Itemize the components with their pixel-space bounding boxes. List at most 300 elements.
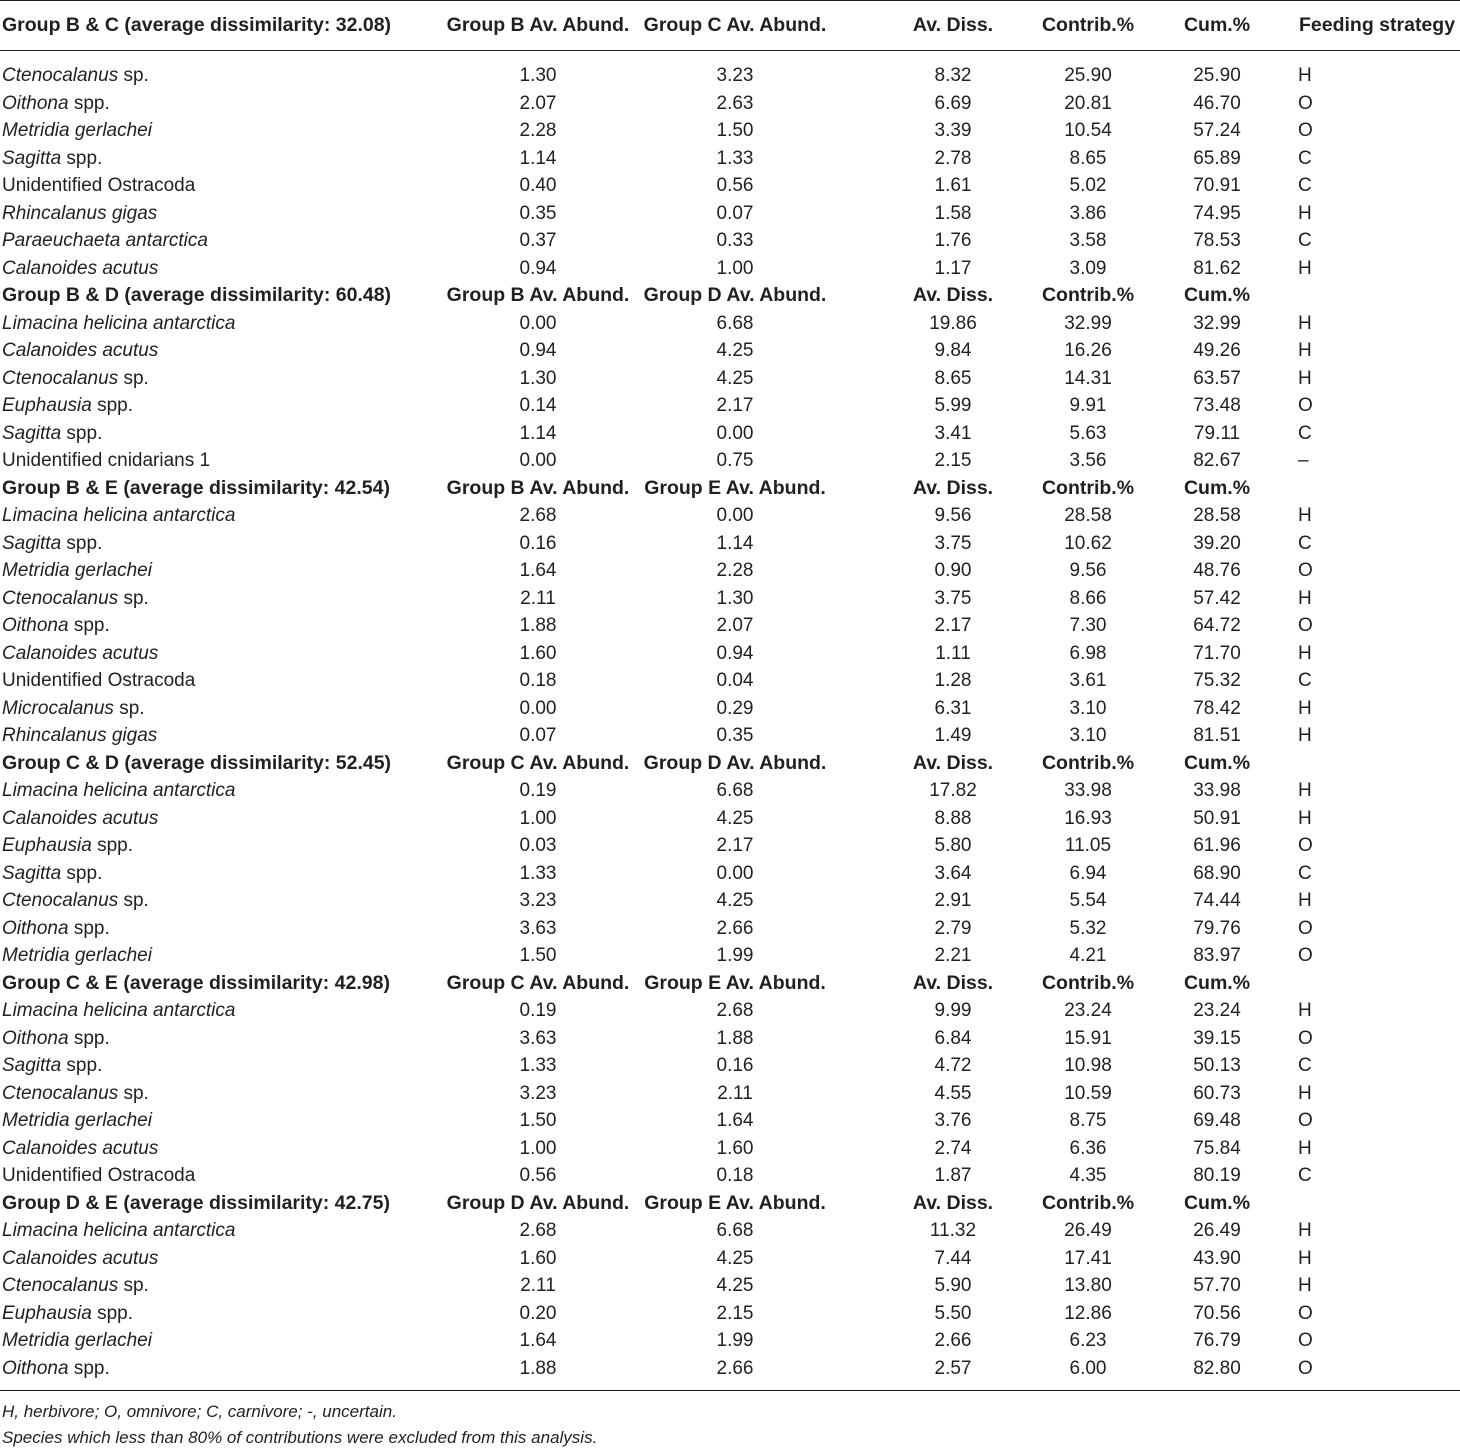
av-diss-value: 1.17	[934, 257, 972, 279]
second-group-abundance: 1.99	[716, 1330, 754, 1351]
species-name	[2, 667, 195, 695]
table-row	[0, 1245, 1460, 1273]
group-comparison-label: Group C & E (average dissimilarity: 42.98)	[2, 971, 390, 994]
species-name	[2, 805, 158, 833]
species-name	[2, 420, 102, 448]
feeding-strategy-value: O	[1298, 1330, 1313, 1351]
species-suffix: sp.	[118, 1275, 149, 1296]
species-name	[2, 1327, 152, 1355]
species-italic-name: Oithona	[2, 917, 69, 939]
column-header-cum: Cum.%	[1183, 971, 1251, 994]
first-group-abundance: 1.64	[519, 1330, 557, 1351]
contrib-value: 3.10	[1069, 697, 1107, 719]
species-name	[2, 997, 235, 1025]
species-suffix: spp.	[61, 1055, 103, 1076]
contrib-value: 7.30	[1069, 615, 1107, 636]
cum-value: 57.70	[1193, 1275, 1241, 1296]
cum-value: 79.11	[1193, 422, 1241, 444]
cum-value: 74.95	[1193, 202, 1241, 224]
species-italic-name: Metridia gerlachei	[2, 945, 152, 966]
second-group-abundance: 0.29	[716, 697, 754, 719]
table-row	[0, 640, 1460, 668]
contrib-value: 10.98	[1064, 1055, 1112, 1076]
first-group-abundance: 1.30	[519, 65, 557, 86]
feeding-strategy-value: O	[1298, 917, 1313, 939]
table-row	[0, 310, 1460, 338]
contrib-value: 10.62	[1064, 532, 1112, 554]
second-group-abundance: 0.00	[716, 422, 754, 444]
av-diss-value: 2.15	[934, 450, 972, 471]
table-row	[0, 1080, 1460, 1108]
species-italic-name: Calanoides acutus	[2, 257, 159, 279]
feeding-strategy-value: H	[1298, 587, 1312, 609]
first-group-abundance: 0.94	[519, 340, 557, 361]
cum-value: 33.98	[1193, 780, 1241, 801]
group-header-row	[0, 970, 1460, 998]
species-name	[2, 90, 110, 118]
table-row	[0, 1135, 1460, 1163]
first-group-abundance: 0.00	[519, 312, 557, 334]
contrib-value: 16.93	[1064, 807, 1112, 829]
cum-value: 28.58	[1193, 505, 1241, 526]
species-italic-name: Calanoides acutus	[2, 1137, 159, 1159]
feeding-strategy-value: H	[1298, 257, 1312, 279]
species-italic-name: Oithona	[2, 1027, 69, 1049]
species-name	[2, 777, 235, 805]
cum-value: 70.56	[1193, 1302, 1241, 1324]
table-row	[0, 585, 1460, 613]
species-name	[2, 447, 210, 475]
second-group-abundance: 4.25	[716, 1275, 754, 1296]
column-header-contrib: Contrib.%	[1041, 751, 1135, 774]
av-diss-value: 17.82	[929, 780, 977, 801]
cum-value: 50.13	[1193, 1055, 1241, 1076]
feeding-strategy-value: O	[1298, 92, 1313, 114]
table-top-rule	[0, 0, 1460, 1]
first-group-abundance: 2.11	[520, 587, 556, 609]
cum-value: 82.80	[1193, 1357, 1241, 1379]
table-row	[0, 1355, 1460, 1383]
contrib-value: 8.66	[1069, 587, 1107, 609]
av-diss-value: 2.78	[934, 147, 972, 169]
column-header-second-group-abundance: Group D Av. Abund.	[643, 284, 827, 306]
contrib-value: 8.75	[1069, 1110, 1107, 1131]
contrib-value: 6.98	[1069, 642, 1107, 664]
column-header-contrib: Contrib.%	[1041, 971, 1135, 994]
cum-value: 70.91	[1193, 175, 1241, 196]
table-row	[0, 1107, 1460, 1135]
second-group-abundance: 0.75	[716, 450, 754, 471]
table-row	[0, 997, 1460, 1025]
contrib-value: 20.81	[1064, 92, 1112, 114]
first-group-abundance: 3.63	[519, 1027, 557, 1049]
second-group-abundance: 6.68	[716, 312, 754, 334]
table-row	[0, 172, 1460, 200]
second-group-abundance: 2.28	[716, 560, 754, 581]
contrib-value: 3.10	[1069, 725, 1107, 746]
av-diss-value: 11.32	[929, 1220, 977, 1241]
contrib-value: 23.24	[1064, 1000, 1112, 1021]
table-row	[0, 612, 1460, 640]
first-group-abundance: 1.30	[519, 367, 557, 389]
species-italic-name: Sagitta	[2, 147, 62, 169]
first-group-abundance: 0.20	[519, 1302, 557, 1324]
species-suffix: Unidentified Ostracoda	[2, 175, 196, 196]
species-italic-name: Metridia gerlachei	[2, 1110, 152, 1131]
species-italic-name: Limacina helicina antarctica	[2, 1220, 236, 1241]
feeding-strategy-value: O	[1298, 945, 1313, 966]
av-diss-value: 1.11	[935, 642, 971, 664]
first-group-abundance: 1.00	[519, 807, 557, 829]
species-italic-name: Rhincalanus gigas	[2, 725, 158, 746]
table-row	[0, 1052, 1460, 1080]
cum-value: 25.90	[1193, 65, 1241, 86]
species-name	[2, 585, 149, 613]
av-diss-value: 1.87	[934, 1165, 972, 1186]
column-header-av-diss: Av. Diss.	[912, 284, 994, 306]
species-italic-name: Sagitta	[2, 532, 62, 554]
first-group-abundance: 3.23	[519, 890, 557, 911]
contrib-value: 10.54	[1064, 120, 1112, 141]
second-group-abundance: 4.25	[716, 1247, 754, 1269]
feeding-strategy-value: O	[1298, 560, 1313, 581]
column-header-cum: Cum.%	[1183, 1191, 1251, 1214]
group-comparison-label: Group C & D (average dissimilarity: 52.45)	[2, 751, 392, 774]
species-name	[2, 612, 110, 640]
first-group-abundance: 0.94	[519, 257, 557, 279]
species-suffix: spp.	[68, 92, 110, 114]
second-group-abundance: 1.30	[716, 587, 754, 609]
contrib-value: 10.59	[1064, 1082, 1112, 1104]
av-diss-value: 6.31	[934, 697, 972, 719]
feeding-strategy-value: H	[1298, 807, 1312, 829]
first-group-abundance: 0.37	[519, 230, 557, 251]
species-suffix: sp.	[118, 890, 149, 911]
species-name	[2, 1272, 149, 1300]
cum-value: 49.26	[1193, 340, 1241, 361]
second-group-abundance: 2.66	[716, 1357, 754, 1379]
first-group-abundance: 2.28	[519, 120, 557, 141]
av-diss-value: 7.44	[934, 1247, 972, 1269]
column-header-contrib: Contrib.%	[1041, 1191, 1135, 1214]
first-group-abundance: 0.19	[519, 780, 557, 801]
cum-value: 74.44	[1193, 890, 1241, 911]
av-diss-value: 2.79	[934, 917, 972, 939]
first-group-abundance: 1.50	[519, 945, 557, 966]
cum-value: 82.67	[1193, 450, 1241, 471]
table-row	[0, 62, 1460, 90]
species-suffix: spp.	[68, 1357, 110, 1379]
column-header-contrib: Contrib.%	[1041, 284, 1135, 306]
table-row	[0, 832, 1460, 860]
av-diss-value: 2.57	[934, 1357, 972, 1379]
second-group-abundance: 1.14	[716, 532, 754, 554]
species-name	[2, 722, 157, 750]
cum-value: 64.72	[1193, 615, 1241, 636]
species-suffix: Unidentified cnidarians 1	[2, 450, 211, 471]
second-group-abundance: 2.66	[716, 917, 754, 939]
second-group-abundance: 0.33	[716, 230, 754, 251]
table-row	[0, 200, 1460, 228]
contrib-value: 6.94	[1069, 862, 1107, 884]
table-row	[0, 255, 1460, 283]
species-italic-name: Calanoides acutus	[2, 1247, 159, 1269]
table-row	[0, 667, 1460, 695]
contrib-value: 3.09	[1069, 257, 1107, 279]
contrib-value: 16.26	[1064, 340, 1112, 361]
first-group-abundance: 0.40	[519, 175, 557, 196]
second-group-abundance: 4.25	[716, 340, 754, 361]
contrib-value: 3.56	[1069, 450, 1107, 471]
species-italic-name: Limacina helicina antarctica	[2, 780, 236, 801]
av-diss-value: 2.91	[934, 890, 972, 911]
av-diss-value: 4.72	[934, 1055, 972, 1076]
species-italic-name: Rhincalanus gigas	[2, 202, 158, 224]
column-header-first-group-abundance: Group B Av. Abund.	[446, 14, 630, 36]
av-diss-value: 9.56	[934, 505, 972, 526]
table-row	[0, 392, 1460, 420]
second-group-abundance: 6.68	[716, 780, 754, 801]
contrib-value: 4.21	[1069, 945, 1107, 966]
av-diss-value: 1.58	[934, 202, 972, 224]
av-diss-value: 3.39	[934, 120, 972, 141]
group-header-row	[0, 12, 1460, 40]
av-diss-value: 3.76	[934, 1110, 972, 1131]
contrib-value: 11.05	[1064, 835, 1112, 856]
species-italic-name: Calanoides acutus	[2, 807, 159, 829]
feeding-strategy-value: O	[1298, 835, 1313, 856]
first-group-abundance: 1.00	[519, 1137, 557, 1159]
contrib-value: 6.00	[1069, 1357, 1107, 1379]
group-header-row	[0, 475, 1460, 503]
table-row	[0, 337, 1460, 365]
table-row	[0, 777, 1460, 805]
table-row	[0, 365, 1460, 393]
column-header-cum: Cum.%	[1183, 476, 1251, 499]
column-header-av-diss: Av. Diss.	[912, 751, 994, 774]
species-name	[2, 1245, 158, 1273]
feeding-strategy-value: O	[1298, 1302, 1313, 1324]
feeding-strategy-value: H	[1298, 1082, 1312, 1104]
second-group-abundance: 1.00	[716, 257, 754, 279]
first-group-abundance: 2.07	[519, 92, 557, 114]
column-header-cum: Cum.%	[1183, 284, 1251, 306]
contrib-value: 3.61	[1069, 670, 1107, 691]
column-header-first-group-abundance: Group B Av. Abund.	[446, 284, 630, 306]
contrib-value: 5.32	[1069, 917, 1107, 939]
column-header-contrib: Contrib.%	[1041, 14, 1135, 36]
first-group-abundance: 1.64	[519, 560, 557, 581]
species-name	[2, 1300, 133, 1328]
species-suffix: spp.	[91, 1302, 133, 1324]
cum-value: 69.48	[1193, 1110, 1241, 1131]
second-group-abundance: 0.04	[716, 670, 754, 691]
first-group-abundance: 2.68	[519, 1220, 557, 1241]
species-name	[2, 1355, 110, 1383]
av-diss-value: 2.74	[934, 1137, 972, 1159]
species-suffix: spp.	[61, 422, 103, 444]
cum-value: 39.20	[1193, 532, 1241, 554]
table-row	[0, 1300, 1460, 1328]
feeding-strategy-value: H	[1298, 1000, 1312, 1021]
group-comparison-label: Group D & E (average dissimilarity: 42.75)	[2, 1191, 390, 1214]
cum-value: 76.79	[1193, 1330, 1241, 1351]
contrib-value: 5.02	[1069, 175, 1107, 196]
species-italic-name: Metridia gerlachei	[2, 560, 152, 581]
second-group-abundance: 2.15	[716, 1302, 754, 1324]
species-italic-name: Metridia gerlachei	[2, 1330, 152, 1351]
second-group-abundance: 3.23	[716, 65, 754, 86]
column-header-first-group-abundance: Group C Av. Abund.	[446, 751, 630, 774]
feeding-strategy-value: H	[1298, 1247, 1312, 1269]
second-group-abundance: 2.68	[716, 1000, 754, 1021]
second-group-abundance: 4.25	[716, 890, 754, 911]
table-row	[0, 1272, 1460, 1300]
column-header-first-group-abundance: Group B Av. Abund.	[446, 476, 630, 499]
species-suffix: Unidentified Ostracoda	[2, 670, 196, 691]
column-header-cum: Cum.%	[1183, 751, 1251, 774]
contrib-value: 33.98	[1064, 780, 1112, 801]
feeding-strategy-value: C	[1298, 1055, 1312, 1076]
species-name	[2, 1162, 195, 1190]
column-header-second-group-abundance: Group D Av. Abund.	[643, 751, 827, 774]
species-suffix: spp.	[68, 1027, 110, 1049]
table-row	[0, 1217, 1460, 1245]
first-group-abundance: 2.68	[519, 505, 557, 526]
feeding-strategy-value: H	[1298, 697, 1312, 719]
species-name	[2, 887, 149, 915]
second-group-abundance: 0.18	[716, 1165, 754, 1186]
av-diss-value: 1.49	[934, 725, 972, 746]
cum-value: 83.97	[1193, 945, 1241, 966]
species-suffix: spp.	[68, 615, 110, 636]
av-diss-value: 4.55	[934, 1082, 972, 1104]
feeding-strategy-value: C	[1298, 670, 1312, 691]
table-row	[0, 805, 1460, 833]
feeding-strategy-value: C	[1298, 1165, 1312, 1186]
av-diss-value: 3.75	[934, 587, 972, 609]
cum-value: 43.90	[1193, 1247, 1241, 1269]
feeding-strategy-value: H	[1298, 1275, 1312, 1296]
species-suffix: sp.	[118, 65, 149, 86]
first-group-abundance: 0.00	[519, 697, 557, 719]
column-header-first-group-abundance: Group C Av. Abund.	[446, 971, 630, 994]
species-italic-name: Calanoides acutus	[2, 340, 159, 361]
contrib-value: 5.63	[1069, 422, 1107, 444]
group-header-row	[0, 1190, 1460, 1218]
feeding-strategy-value: C	[1298, 422, 1312, 444]
species-italic-name: Metridia gerlachei	[2, 120, 152, 141]
species-name	[2, 365, 149, 393]
feeding-strategy-value: O	[1298, 120, 1313, 141]
cum-value: 63.57	[1193, 367, 1241, 389]
column-header-feeding-strategy: Feeding strategy	[1299, 14, 1456, 36]
cum-value: 73.48	[1193, 395, 1241, 416]
species-suffix: sp.	[118, 367, 149, 389]
second-group-abundance: 4.25	[716, 367, 754, 389]
cum-value: 71.70	[1193, 642, 1241, 664]
species-name	[2, 915, 110, 943]
cum-value: 65.89	[1193, 147, 1241, 169]
av-diss-value: 5.50	[934, 1302, 972, 1324]
species-name	[2, 310, 235, 338]
column-header-second-group-abundance: Group E Av. Abund.	[644, 1191, 826, 1214]
species-name	[2, 392, 133, 420]
species-name	[2, 145, 102, 173]
species-italic-name: Sagitta	[2, 862, 62, 884]
second-group-abundance: 0.94	[716, 642, 754, 664]
species-name	[2, 337, 158, 365]
av-diss-value: 2.17	[934, 615, 972, 636]
column-header-second-group-abundance: Group E Av. Abund.	[644, 476, 826, 499]
av-diss-value: 8.65	[934, 367, 972, 389]
first-group-abundance: 0.35	[519, 202, 557, 224]
species-name	[2, 942, 152, 970]
species-name	[2, 557, 152, 585]
column-header-second-group-abundance: Group E Av. Abund.	[644, 971, 826, 994]
species-italic-name: Euphausia	[2, 835, 92, 856]
contrib-value: 3.58	[1069, 230, 1107, 251]
species-name	[2, 530, 102, 558]
cum-value: 61.96	[1193, 835, 1241, 856]
first-group-abundance: 1.33	[519, 862, 557, 884]
av-diss-value: 5.90	[934, 1275, 972, 1296]
species-name	[2, 832, 133, 860]
feeding-strategy-value: H	[1298, 725, 1312, 746]
species-name	[2, 860, 102, 888]
table-row	[0, 145, 1460, 173]
cum-value: 80.19	[1193, 1165, 1241, 1186]
first-group-abundance: 1.88	[519, 615, 557, 636]
feeding-strategy-value: H	[1298, 642, 1312, 664]
table-row	[0, 942, 1460, 970]
second-group-abundance: 0.00	[716, 862, 754, 884]
cum-value: 81.51	[1193, 725, 1241, 746]
cum-value: 57.42	[1193, 587, 1241, 609]
feeding-strategy-value: H	[1298, 202, 1312, 224]
av-diss-value: 2.66	[934, 1330, 972, 1351]
cum-value: 60.73	[1193, 1082, 1241, 1104]
species-italic-name: Euphausia	[2, 1302, 92, 1324]
cum-value: 78.42	[1193, 697, 1241, 719]
cum-value: 78.53	[1193, 230, 1241, 251]
species-name	[2, 1025, 110, 1053]
table-row	[0, 447, 1460, 475]
second-group-abundance: 0.00	[716, 505, 754, 526]
feeding-strategy-value: O	[1298, 1110, 1313, 1131]
feeding-strategy-value: C	[1298, 532, 1312, 554]
second-group-abundance: 1.60	[716, 1137, 754, 1159]
species-suffix: sp.	[118, 1082, 149, 1104]
av-diss-value: 6.84	[934, 1027, 972, 1049]
contrib-value: 28.58	[1064, 505, 1112, 526]
species-italic-name: Limacina helicina antarctica	[2, 312, 236, 334]
second-group-abundance: 2.63	[716, 92, 754, 114]
cum-value: 68.90	[1193, 862, 1241, 884]
feeding-strategy-value: C	[1298, 147, 1312, 169]
species-italic-name: Microcalanus	[2, 697, 114, 719]
table-row	[0, 420, 1460, 448]
species-italic-name: Calanoides acutus	[2, 642, 159, 664]
av-diss-value: 3.64	[934, 862, 972, 884]
second-group-abundance: 1.50	[716, 120, 754, 141]
column-header-cum: Cum.%	[1183, 14, 1251, 36]
column-header-av-diss: Av. Diss.	[912, 1191, 994, 1214]
second-group-abundance: 0.56	[716, 175, 754, 196]
contrib-value: 9.91	[1069, 395, 1107, 416]
group-comparison-label: Group B & D (average dissimilarity: 60.48)	[2, 284, 392, 306]
species-name	[2, 200, 157, 228]
